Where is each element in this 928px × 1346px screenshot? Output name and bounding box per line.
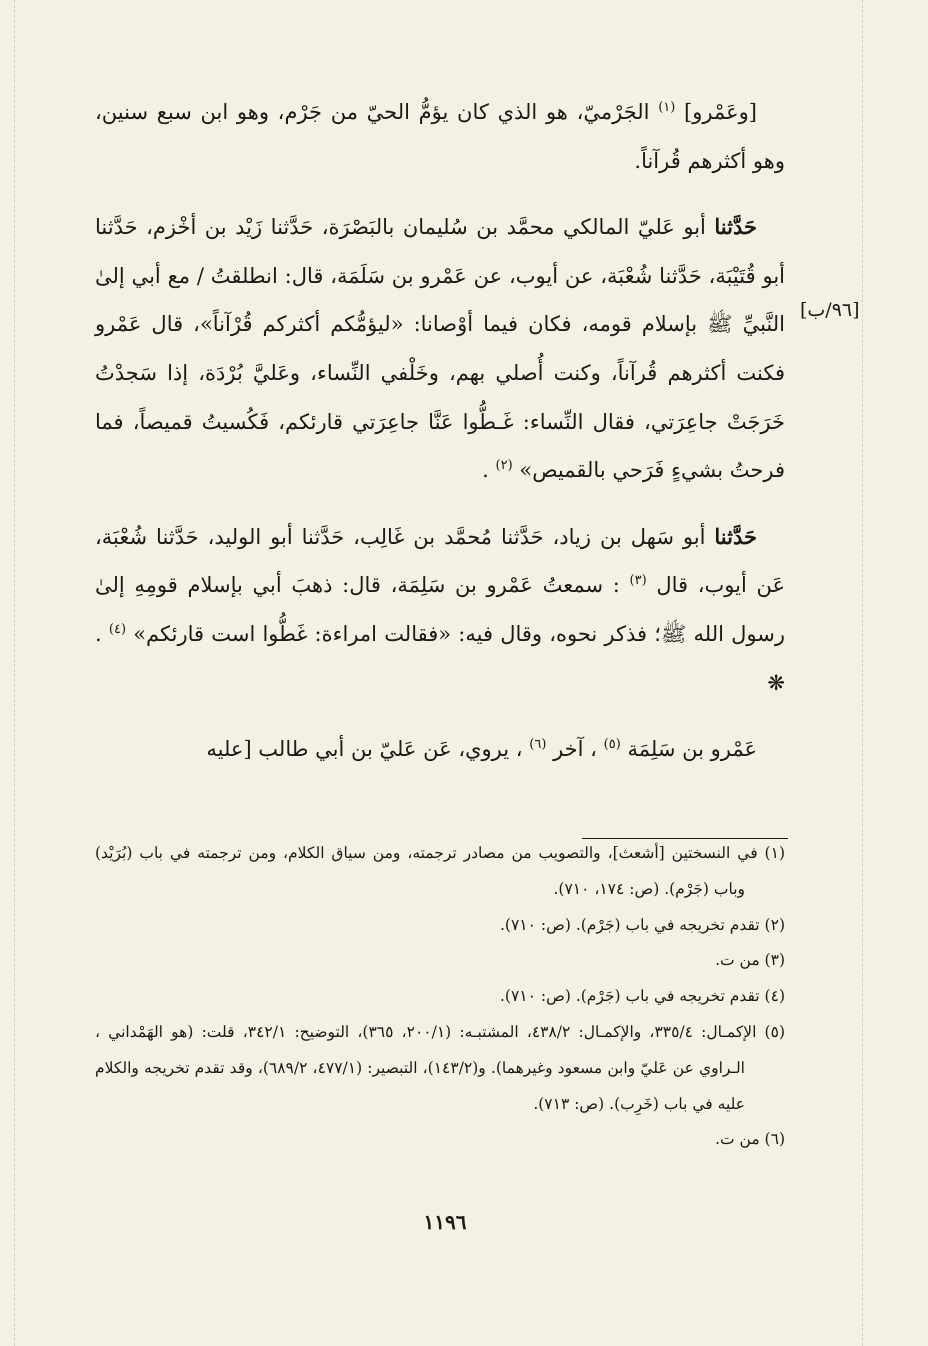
paragraph-1 xyxy=(95,88,785,185)
paragraph-text: . ❋ xyxy=(95,621,785,695)
page-number: ١١٩٦ xyxy=(423,1210,467,1234)
narrator-name: عَمْرو بن سَلِمَة xyxy=(627,737,757,762)
isnad-lead: حَدَّثنا xyxy=(714,523,757,549)
footnote-5: (٥) الإكمـال: ٣٣٥/٤، والإكمـال: ٤٣٨/٢، المشتبـه: (٢٠٠/١، ٣٦٥)، التوضيح: ٣٤٢/١، قلت: (هو الهَمْداني ، الـراوي عن عَليّ وابن مسعود وغيرهما). و(١٤٣/٢)، التبصير: (٤٧٧/١، ٦٨٩/٢)، وقد تقدم تخريجه والكلام عليه في باب (خَرِب). (ص: ٧١٣). xyxy=(95,1022,785,1113)
paragraph-text: : سمعتُ عَمْرو بن سَلِمَة، قال: ذهبَ أبي بإسلام قومِهِ إلىٰ رسول الله ﷺ؛ فذكر نحوه، وقال فيه: «فقالت امراءة: غَطُّوا است قارئكم» xyxy=(95,573,785,646)
paragraph-4 xyxy=(95,725,785,774)
isnad-lead: حَدَّثنا xyxy=(714,214,757,240)
footnotes xyxy=(95,836,785,1158)
paragraph-text: أبو سَهل بن زياد، حَدَّثنا مُحمَّد بن غَالِب، حَدَّثنا أبو الوليد، حَدَّثنا شُعْبَة، عَن أيوب، قال xyxy=(95,524,785,598)
main-text xyxy=(95,88,785,774)
footnote-ref: (٣) xyxy=(629,573,647,589)
footnote-ref: (٥) xyxy=(603,737,621,753)
footnote-ref: (١) xyxy=(658,100,676,115)
footnote-3: (٣) من ت. xyxy=(715,951,785,970)
paragraph-text: أبو عَليّ المالكي محمَّد بن سُليمان بالبَصْرَة، حَدَّثنا زَيْد بن أخْزم، حَدَّثنا أبو قُتَيْبَة، حَدَّثنا شُعْبَة، عن أيوب، عن عَمْرو بن سَلَمَة، قال: انطلقتُ / مع أبي إلىٰ النَّبيِّ ﷺ بإسلام قومه، فكان فيما أوْصانا: «ليؤمُّكم أكثركم قُرْآناً»، قال عَمْرو فكنت أكثرهم قُرآناً، وكنت أُصلي بهم، وخَلْفي النِّساء، وعَليَّ بُرْدَة، إذا سَجدْتُ خَرَجَتْ جاعِرَتي، فقال النِّساء: غَـطُّوا عَنَّا جاعِرَتي قارئكم، فَكُسيتُ قميصاً، فما فرحتُ بشيءٍ فَرَحي بالقميص» xyxy=(95,215,785,483)
page-edge-rule xyxy=(862,0,863,1346)
paragraph-text: [وعَمْرو] xyxy=(684,100,757,124)
footnote-ref: (٢) xyxy=(495,458,513,474)
paragraph-2 xyxy=(95,203,785,495)
footnote-ref: (٤) xyxy=(108,621,127,637)
paragraph-text: ، يروي، عَن عَليّ بن أبي طالب [عليه xyxy=(206,737,523,762)
paragraph-text: . xyxy=(482,458,489,483)
page-edge-rule xyxy=(14,0,15,1346)
footnote-ref: (٦) xyxy=(529,737,547,753)
footnote-1: (١) في النسختين [أشعث]، والتصويب من مصادر ترجمته، ومن سياق الكلام، ومن ترجمته في باب (بُرَيْد) وباب (جَرْم). (ص: ١٧٤، ٧١٠). xyxy=(95,844,785,898)
paragraph-text: ، آخر xyxy=(553,737,597,762)
paragraph-3 xyxy=(95,513,785,707)
footnote-4: (٤) تقدم تخريجه في باب (جَرْم). (ص: ٧١٠). xyxy=(499,987,785,1006)
footnote-2: (٢) تقدم تخريجه في باب (جَرْم). (ص: ٧١٠). xyxy=(499,915,785,934)
manuscript-folio-marker: [٩٦/ب] xyxy=(800,299,860,321)
paragraph-text: الجَرْميّ، هو الذي كان يؤمُّ الحيّ من جَرْم، وهو ابن سبع سنين، وهو أكثرهم قُرآناً. xyxy=(95,100,785,173)
footnote-6: (٦) من ت. xyxy=(715,1130,785,1149)
